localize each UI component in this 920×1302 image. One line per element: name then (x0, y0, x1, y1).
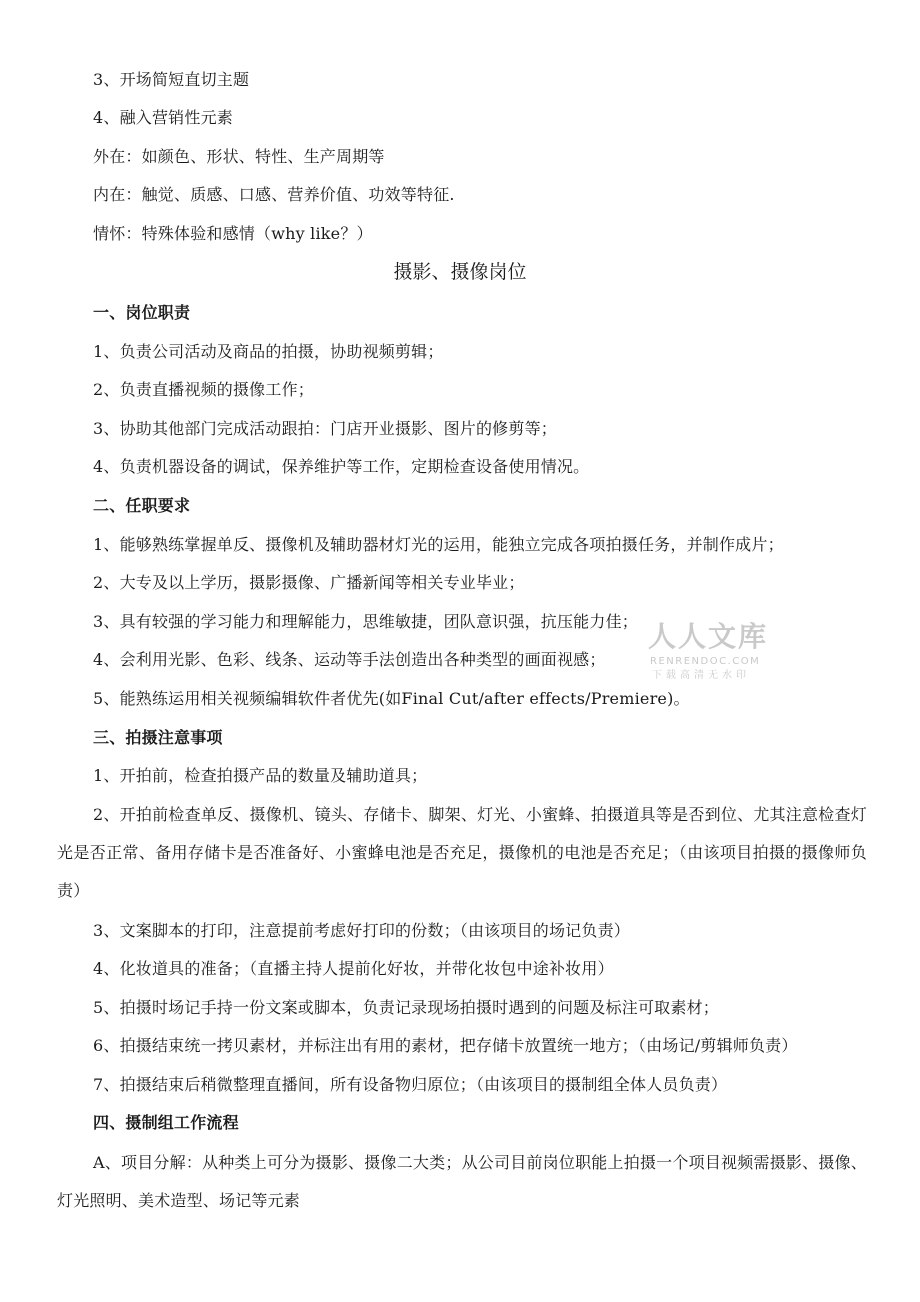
text-paragraph: 2、开拍前检查单反、摄像机、镜头、存储卡、脚架、灯光、小蜜蜂、拍摄道具等是否到位、尤其注意检查灯光是否正常、备用存储卡是否准备好、小蜜蜂电池是否充足，摄像机的电池是否充足；（由该项目拍摄的摄像师负责） (57, 805, 867, 900)
text-line: 情怀：特殊体验和感情（why like？） (93, 224, 373, 243)
text-line: 5、拍摄时场记手持一份文案或脚本，负责记录现场拍摄时遇到的问题及标注可取素材； (93, 998, 719, 1017)
watermark-logo (648, 620, 776, 686)
text-line: 3、开场简短直切主题 (93, 70, 250, 89)
text-line: 3、协助其他部门完成活动跟拍：门店开业摄影、图片的修剪等； (93, 419, 557, 438)
text-line: 4、负责机器设备的调试，保养维护等工作，定期检查设备使用情况。 (93, 457, 590, 476)
text-line: 4、融入营销性元素 (93, 108, 233, 127)
text-line: 2、负责直播视频的摄像工作； (93, 380, 314, 399)
section-heading: 四、摄制组工作流程 (93, 1113, 239, 1132)
text-line: 4、会利用光影、色彩、线条、运动等手法创造出各种类型的画面视感； (93, 650, 606, 669)
text-line: 2、大专及以上学历，摄影摄像、广播新闻等相关专业毕业； (93, 573, 525, 592)
text-line: 5、能熟练运用相关视频编辑软件者优先(如Final Cut/after effects/Premiere)。 (93, 689, 690, 708)
text-line: 3、具有较强的学习能力和理解能力，思维敏捷，团队意识强，抗压能力佳； (93, 612, 638, 631)
section-heading: 一、岗位职责 (93, 303, 191, 322)
section-heading: 二、任职要求 (93, 496, 191, 515)
watermark-tagline: 下载高清无水印 (652, 670, 750, 681)
watermark-brand: 人人文库 (648, 620, 769, 653)
text-line: 1、开拍前，检查拍摄产品的数量及辅助道具； (93, 766, 428, 785)
section-heading: 三、拍摄注意事项 (93, 728, 223, 747)
watermark-site: RENRENDOC.COM (650, 656, 761, 667)
text-line: 内在：触觉、质感、口感、营养价值、功效等特征. (93, 185, 455, 204)
text-line: 外在：如颜色、形状、特性、生产周期等 (93, 147, 385, 166)
text-paragraph: A、项目分解：从种类上可分为摄影、摄像二大类；从公司目前岗位职能上拍摄一个项目视频需摄影、摄像、灯光照明、美术造型、场记等元素 (57, 1153, 867, 1210)
text-line: 1、负责公司活动及商品的拍摄，协助视频剪辑； (93, 342, 444, 361)
section-title: 摄影、摄像岗位 (393, 261, 527, 283)
text-line: 6、拍摄结束统一拷贝素材，并标注出有用的素材，把存储卡放置统一地方；（由场记/剪辑师负责） (93, 1036, 798, 1055)
text-line: 3、文案脚本的打印，注意提前考虑好打印的份数；（由该项目的场记负责） (93, 921, 630, 940)
text-line: 4、化妆道具的准备；（直播主持人提前化好妆，并带化妆包中途补妆用） (93, 959, 614, 978)
text-line: 1、能够熟练掌握单反、摄像机及辅助器材灯光的运用，能独立完成各项拍摄任务，并制作成片； (93, 535, 784, 554)
text-line: 7、拍摄结束后稍微整理直播间，所有设备物归原位；（由该项目的摄制组全体人员负责） (93, 1075, 728, 1094)
